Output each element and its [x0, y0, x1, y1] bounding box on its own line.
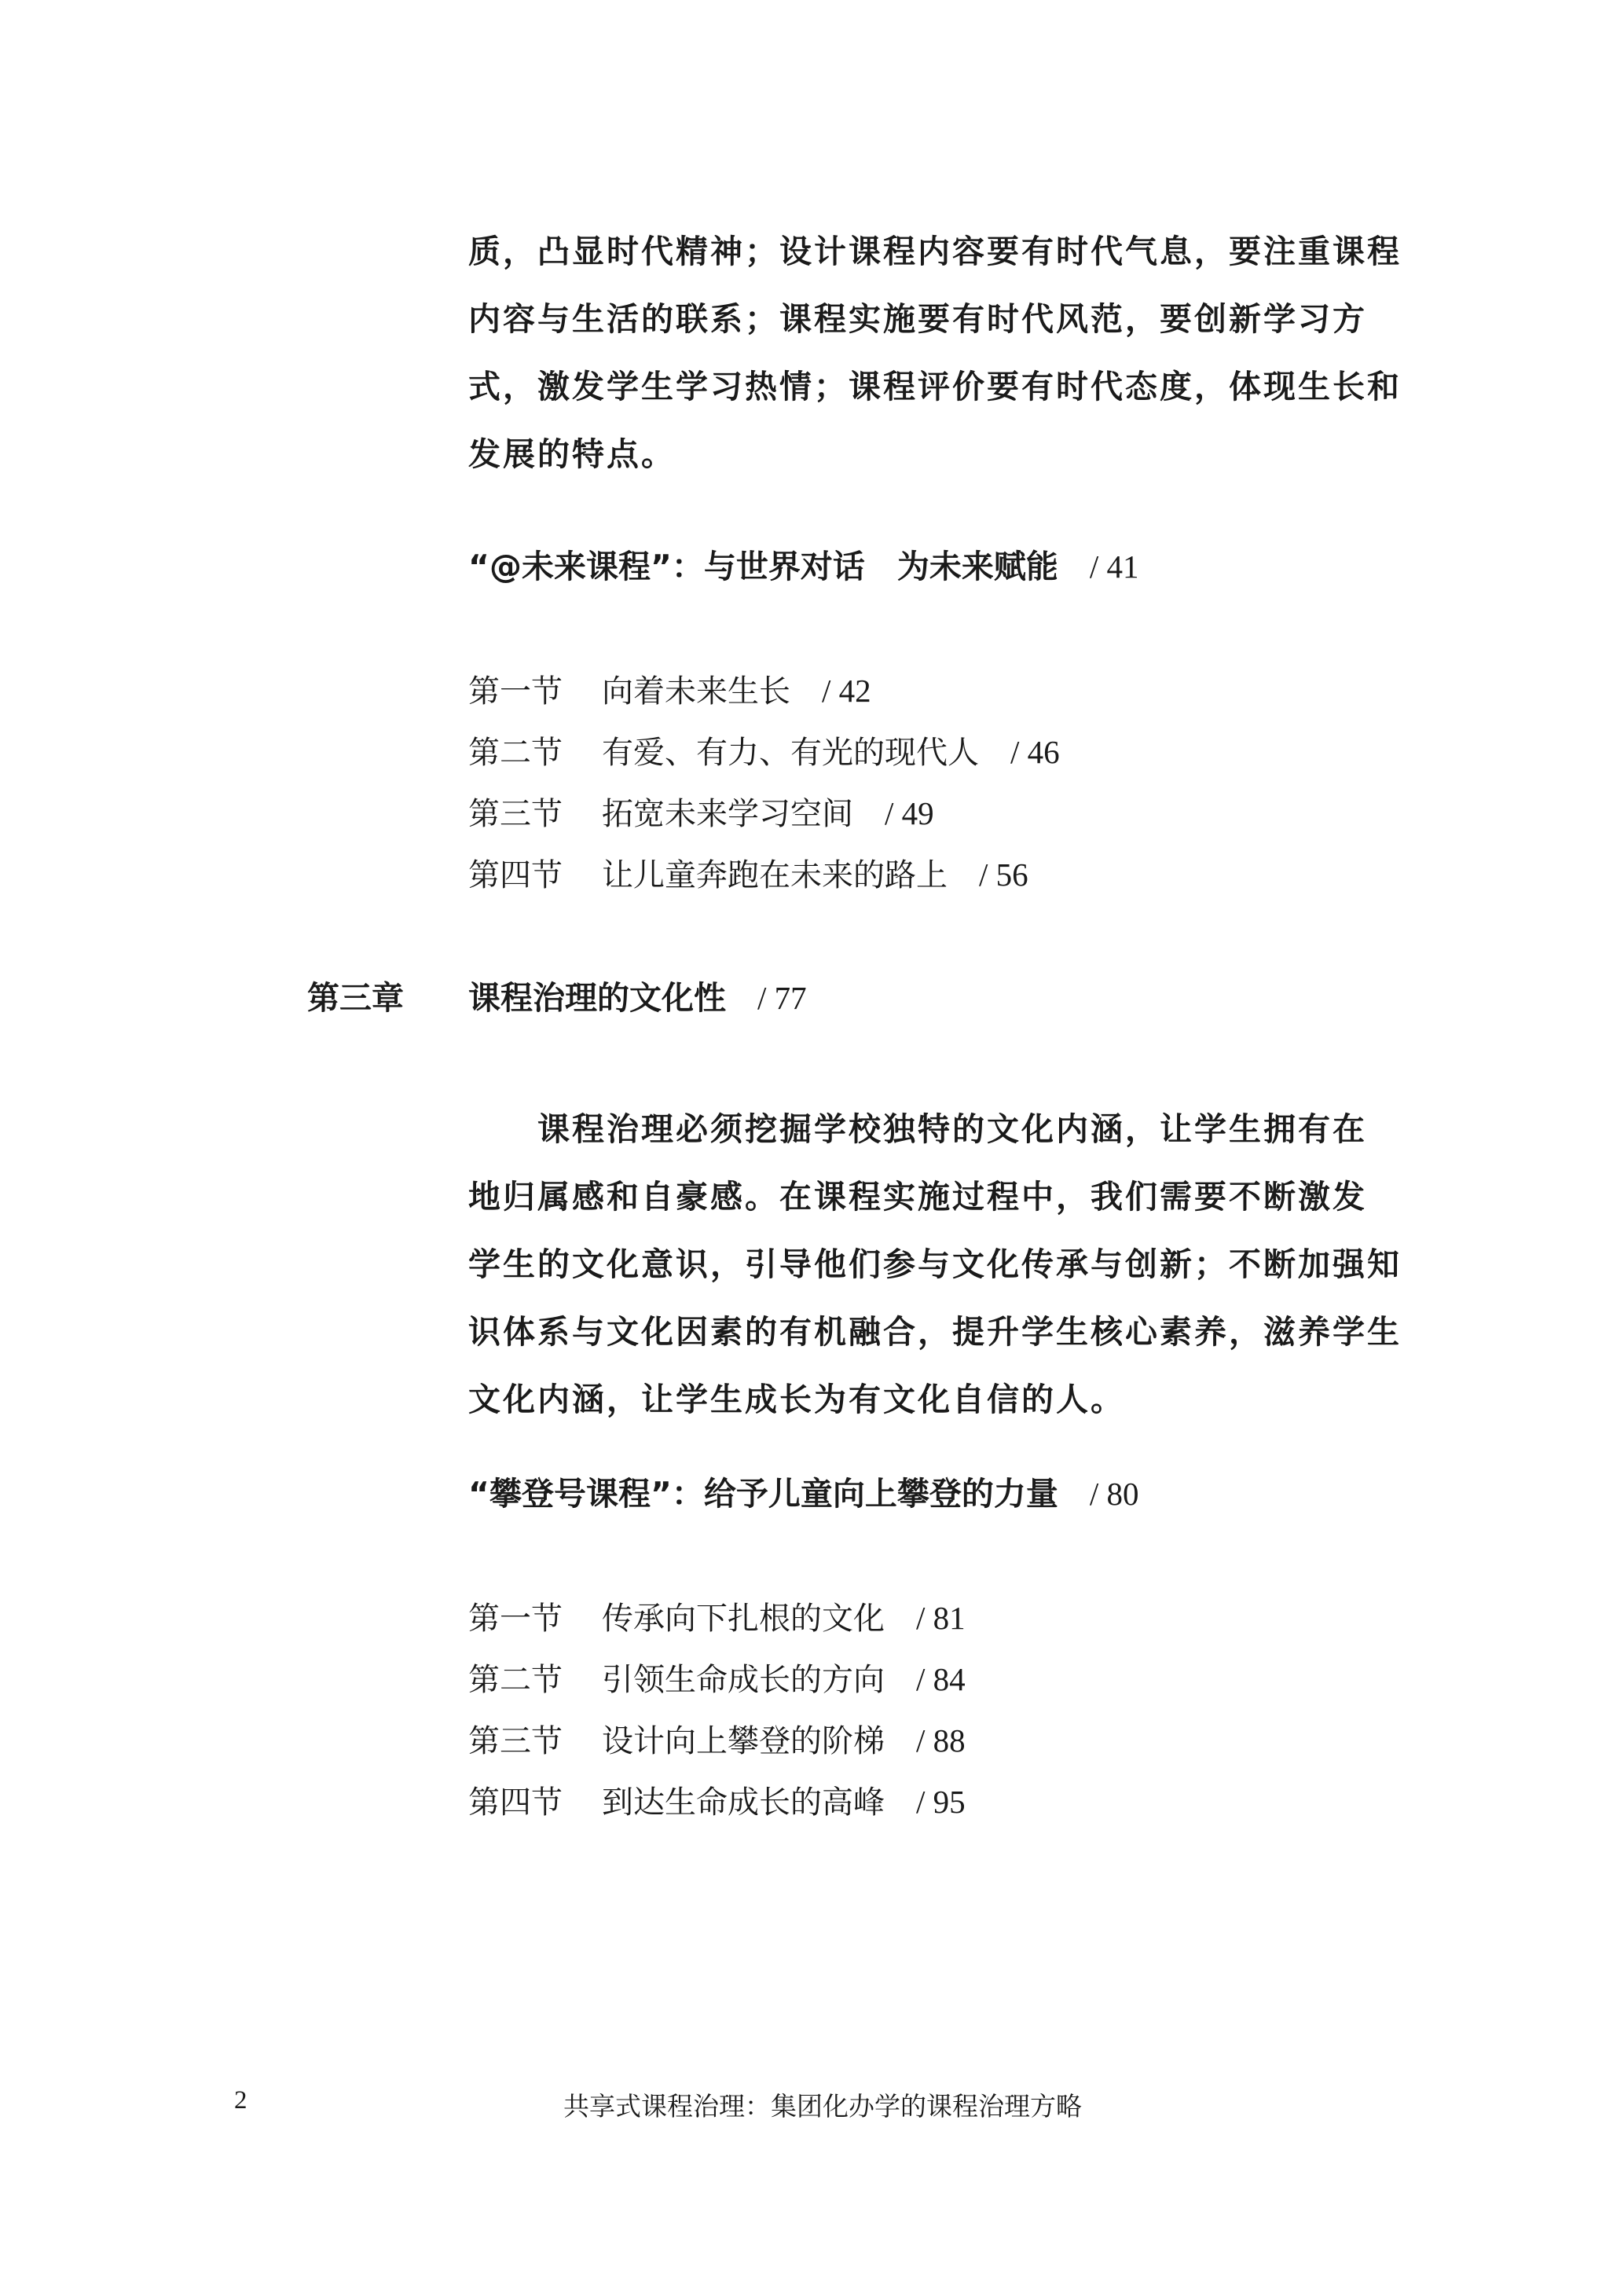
section-page: / 56 — [979, 856, 1028, 893]
section-label: 第二节 — [468, 1662, 563, 1698]
toc-entry-future-1[interactable] — [468, 666, 871, 711]
section-page: / 84 — [916, 1661, 966, 1697]
paragraph-line: 识体系与文化因素的有机融合，提升学生核心素养，滋养学生 — [468, 1313, 1402, 1351]
section-label: 第四节 — [468, 1784, 563, 1821]
section-label: 第一节 — [468, 1601, 563, 1637]
section-label: 第四节 — [468, 857, 563, 893]
toc-entry-climb-3[interactable] — [468, 1716, 966, 1761]
section-title: 拓宽未来学习空间 — [602, 796, 853, 832]
chapter-label: 第三章 — [307, 979, 404, 1017]
paragraph-line: 学生的文化意识，引导他们参与文化传承与创新；不断加强知 — [468, 1245, 1402, 1283]
section-title: 传承向下扎根的文化 — [602, 1601, 885, 1637]
paragraph-line: 内容与生活的联系；课程实施要有时代风范，要创新学习方 — [468, 300, 1367, 338]
paragraph-line: 文化内涵，让学生成长为有文化自信的人。 — [468, 1381, 1125, 1418]
section-title: 向着未来生长 — [602, 673, 790, 710]
course-future-title: “@未来课程”：与世界对话 为未来赋能 — [468, 548, 1058, 585]
section-title: 引领生命成长的方向 — [602, 1662, 885, 1698]
section-page: / 81 — [916, 1600, 966, 1636]
chapter-3-heading[interactable] — [307, 972, 807, 1018]
toc-entry-future-4[interactable] — [468, 850, 1028, 895]
chapter-title: 课程治理的文化性 — [468, 979, 726, 1017]
toc-entry-climb-4[interactable] — [468, 1777, 966, 1822]
paragraph-line: 式，激发学生学习热情；课程评价要有时代态度，体现生长和 — [468, 368, 1402, 405]
course-climb-page: / 80 — [1089, 1476, 1139, 1512]
section-page: / 49 — [885, 795, 934, 831]
course-future-page: / 41 — [1089, 548, 1139, 585]
section-label: 第二节 — [468, 735, 563, 771]
section-page: / 46 — [1010, 734, 1060, 770]
section-title: 让儿童奔跑在未来的路上 — [602, 857, 948, 893]
section-title: 有爱、有力、有光的现代人 — [602, 735, 979, 771]
chapter-3-paragraph — [468, 1095, 1402, 1433]
running-title: 共享式课程治理：集团化办学的课程治理方略 — [563, 2091, 1082, 2122]
course-climb-heading[interactable] — [468, 1468, 1139, 1514]
paragraph-line: 质，凸显时代精神；设计课程内容要有时代气息，要注重课程 — [468, 233, 1402, 270]
section-title: 到达生命成长的高峰 — [602, 1784, 885, 1821]
section-label: 第三节 — [468, 796, 563, 832]
toc-entry-future-2[interactable] — [468, 728, 1060, 772]
chapter-page: / 77 — [757, 980, 807, 1016]
intro-paragraph — [468, 218, 1402, 488]
course-climb-title: “攀登号课程”：给予儿童向上攀登的力量 — [468, 1475, 1058, 1513]
section-title: 设计向上攀登的阶梯 — [602, 1723, 885, 1759]
course-future-heading[interactable] — [468, 541, 1139, 587]
section-label: 第一节 — [468, 673, 563, 710]
toc-entry-future-3[interactable] — [468, 789, 934, 834]
section-label: 第三节 — [468, 1723, 563, 1759]
toc-entry-climb-1[interactable] — [468, 1594, 966, 1638]
toc-entry-climb-2[interactable] — [468, 1655, 966, 1700]
section-page: / 88 — [916, 1722, 966, 1759]
paragraph-line: 地归属感和自豪感。在课程实施过程中，我们需要不断激发 — [468, 1178, 1367, 1216]
page-number: 2 — [234, 2086, 247, 2114]
paragraph-line: 发展的特点。 — [468, 435, 676, 473]
paragraph-line: 课程治理必须挖掘学校独特的文化内涵，让学生拥有在 — [537, 1110, 1367, 1148]
section-page: / 95 — [916, 1784, 966, 1820]
section-page: / 42 — [822, 673, 871, 709]
